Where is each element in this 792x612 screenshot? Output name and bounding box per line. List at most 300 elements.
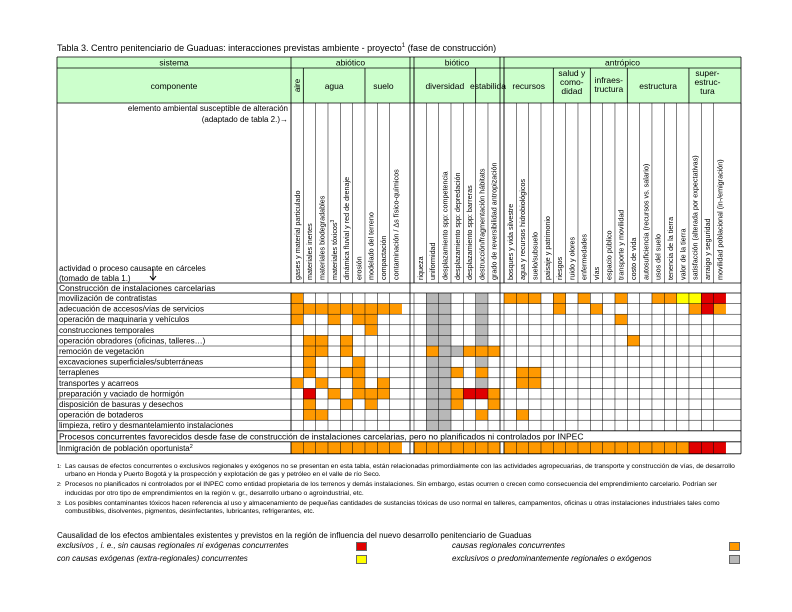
sistema-header: sistema — [159, 57, 189, 68]
column-label: desplazamiento spp: depredación — [452, 172, 462, 280]
matrix-cell — [291, 399, 303, 410]
column-label: movilidad poblacional (in-/emigración) — [715, 159, 725, 280]
footnote-text: Procesos no planificados ni controlados por el INPEC como entidad propietaria de los terrenos y demás instalaciones. Sin embargo, estas ocurren o crecen como consecuencia del emprendimiento carcelario. Podrían ser inducidas por otro tipo de emprendimientos en la región v. gr., desarrollo urbano o agroindustrial, etc. — [65, 481, 718, 497]
matrix-cell — [640, 346, 652, 357]
matrix-cell — [627, 378, 639, 389]
matrix-cell — [664, 335, 676, 346]
footnote-mark: 1: — [57, 464, 62, 470]
matrix-cell — [714, 388, 726, 399]
matrix-cell — [553, 399, 565, 410]
matrix-cell — [303, 314, 315, 325]
matrix-cell — [414, 335, 426, 346]
matrix-cell — [340, 367, 352, 378]
legend-red-swatch — [356, 542, 367, 551]
matrix-cell — [377, 378, 389, 389]
matrix-cell — [488, 314, 500, 325]
matrix-cell — [553, 388, 565, 399]
matrix-cell — [566, 346, 578, 357]
matrix-cell — [677, 388, 689, 399]
matrix-cell — [365, 442, 377, 454]
matrix-cell — [365, 410, 377, 421]
matrix-cell — [590, 399, 602, 410]
matrix-cell — [590, 388, 602, 399]
matrix-cell — [578, 293, 590, 304]
matrix-cell — [365, 293, 377, 304]
footnote — [57, 463, 747, 479]
matrix-cell — [439, 335, 451, 346]
column-label: gases y material particulado — [292, 190, 302, 280]
matrix-cell — [377, 293, 389, 304]
activity-label: disposición de basuras y desechos — [59, 400, 184, 409]
matrix-cell — [677, 325, 689, 336]
matrix-cell — [390, 410, 402, 421]
matrix-cell — [664, 325, 676, 336]
matrix-cell — [439, 346, 451, 357]
matrix-cell — [627, 442, 639, 454]
matrix-cell — [677, 346, 689, 357]
matrix-cell — [541, 346, 553, 357]
matrix-cell — [603, 442, 615, 454]
matrix-cell — [689, 420, 701, 431]
matrix-cell — [578, 314, 590, 325]
matrix-cell — [426, 420, 438, 431]
matrix-cell — [340, 388, 352, 399]
matrix-cell — [463, 367, 475, 378]
matrix-cell — [652, 325, 664, 336]
matrix-cell — [303, 304, 315, 315]
matrix-cell — [689, 346, 701, 357]
matrix-cell — [689, 410, 701, 421]
matrix-cell — [627, 357, 639, 368]
matrix-cell — [463, 442, 475, 454]
matrix-cell — [664, 442, 676, 454]
matrix-cell — [652, 410, 664, 421]
matrix-cell — [377, 357, 389, 368]
matrix-cell — [529, 442, 541, 454]
matrix-cell — [714, 399, 726, 410]
column-label: transporte y movilidad — [616, 209, 626, 280]
column-label: enfermedades — [579, 234, 589, 280]
matrix-cell — [291, 304, 303, 315]
matrix-cell — [516, 314, 528, 325]
matrix-cell — [340, 399, 352, 410]
matrix-cell — [463, 304, 475, 315]
activity-label: movilización de contratistas — [59, 294, 157, 303]
matrix-cell — [291, 325, 303, 336]
matrix-cell — [541, 304, 553, 315]
matrix-cell — [701, 399, 713, 410]
matrix-cell — [476, 410, 488, 421]
matrix-cell — [677, 293, 689, 304]
column-label: materiales biodegradables — [317, 195, 327, 280]
matrix-cell — [414, 399, 426, 410]
matrix-cell — [640, 420, 652, 431]
matrix-cell — [488, 420, 500, 431]
matrix-cell — [566, 293, 578, 304]
matrix-cell — [529, 410, 541, 421]
matrix-cell — [414, 420, 426, 431]
matrix-cell — [353, 325, 365, 336]
matrix-cell — [603, 346, 615, 357]
matrix-cell — [377, 335, 389, 346]
matrix-cell — [677, 367, 689, 378]
matrix-cell — [615, 346, 627, 357]
matrix-cell — [340, 357, 352, 368]
matrix-cell — [701, 293, 713, 304]
actividad-ref: (tomado de tabla 1.) — [59, 274, 131, 283]
matrix-cell — [353, 335, 365, 346]
matrix-cell — [316, 442, 328, 454]
matrix-cell — [627, 293, 639, 304]
matrix-cell — [353, 420, 365, 431]
matrix-cell — [504, 304, 516, 315]
matrix-cell — [451, 420, 463, 431]
matrix-cell — [516, 399, 528, 410]
matrix-cell — [566, 399, 578, 410]
matrix-cell — [353, 399, 365, 410]
matrix-cell — [353, 442, 365, 454]
matrix-cell — [516, 325, 528, 336]
matrix-cell — [488, 304, 500, 315]
matrix-cell — [615, 442, 627, 454]
matrix-cell — [316, 378, 328, 389]
matrix-cell — [578, 357, 590, 368]
matrix-cell — [377, 304, 389, 315]
matrix-cell — [303, 410, 315, 421]
biotico-header: biótico — [444, 57, 470, 68]
matrix-cell — [328, 399, 340, 410]
matrix-cell — [488, 399, 500, 410]
matrix-cell — [615, 388, 627, 399]
matrix-cell — [689, 314, 701, 325]
matrix-cell — [677, 442, 689, 454]
matrix-cell — [291, 388, 303, 399]
matrix-cell — [627, 399, 639, 410]
matrix-cell — [390, 325, 402, 336]
componente-header: componente — [150, 81, 198, 91]
matrix-cell — [640, 335, 652, 346]
column-label: usos del suelo — [653, 234, 663, 280]
matrix-cell — [316, 357, 328, 368]
matrix-cell — [701, 314, 713, 325]
matrix-cell — [664, 410, 676, 421]
matrix-cell — [677, 357, 689, 368]
matrix-cell — [328, 378, 340, 389]
matrix-cell — [504, 442, 516, 454]
matrix-cell — [541, 399, 553, 410]
title-text: Tabla 3. Centro penitenciario de Guaduas: interacciones previstas ambiente - proyecto — [57, 43, 402, 53]
matrix-cell — [316, 367, 328, 378]
matrix-cell — [353, 367, 365, 378]
matrix-cell — [677, 399, 689, 410]
infraestructura-header: infraes- — [594, 75, 623, 85]
matrix-cell — [541, 378, 553, 389]
matrix-cell — [640, 442, 652, 454]
estabilidad-header: estabilida — [470, 81, 506, 91]
matrix-cell — [426, 357, 438, 368]
matrix-cell — [714, 346, 726, 357]
column-label: tenencia de la tierra — [666, 216, 676, 280]
legend-gray-label: exclusivos o predominantemente regionales o exógenos — [452, 554, 652, 563]
matrix-cell — [640, 388, 652, 399]
matrix-cell — [664, 367, 676, 378]
matrix-cell — [640, 399, 652, 410]
matrix-cell — [529, 293, 541, 304]
matrix-cell — [439, 304, 451, 315]
matrix-cell — [603, 293, 615, 304]
matrix-cell — [353, 388, 365, 399]
activity-inmigracion: Inmigración de población oportunista$^2$ — [59, 443, 193, 453]
matrix-cell — [377, 314, 389, 325]
matrix-cell — [303, 388, 315, 399]
matrix-cell — [553, 335, 565, 346]
matrix-cell — [714, 420, 726, 431]
matrix-cell — [677, 335, 689, 346]
matrix-cell — [566, 325, 578, 336]
matrix-cell — [340, 442, 352, 454]
matrix-cell — [640, 325, 652, 336]
matrix-cell — [689, 325, 701, 336]
actividad-label: actividad o proceso causante en cárceles — [59, 264, 206, 273]
matrix-cell — [353, 304, 365, 315]
matrix-cell — [291, 420, 303, 431]
matrix-cell — [603, 399, 615, 410]
matrix-cell — [316, 335, 328, 346]
matrix-cell — [640, 378, 652, 389]
matrix-cell — [640, 314, 652, 325]
matrix-cell — [365, 304, 377, 315]
matrix-cell — [504, 410, 516, 421]
matrix-cell — [463, 378, 475, 389]
section-construccion: Construcción de instalaciones carcelarias — [59, 283, 216, 293]
matrix-cell — [291, 378, 303, 389]
matrix-cell — [316, 304, 328, 315]
matrix-cell — [328, 388, 340, 399]
matrix-cell — [476, 378, 488, 389]
matrix-cell — [615, 399, 627, 410]
matrix-cell — [627, 314, 639, 325]
matrix-cell — [615, 325, 627, 336]
matrix-cell — [529, 325, 541, 336]
matrix-cell — [689, 357, 701, 368]
matrix-cell — [439, 325, 451, 336]
matrix-cell — [553, 314, 565, 325]
matrix-cell — [652, 367, 664, 378]
matrix-cell — [463, 335, 475, 346]
matrix-cell — [476, 420, 488, 431]
matrix-cell — [603, 410, 615, 421]
matrix-cell — [553, 442, 565, 454]
recursos-header: recursos — [512, 81, 545, 91]
matrix-cell — [303, 335, 315, 346]
matrix-cell — [377, 346, 389, 357]
matrix-cell — [426, 335, 438, 346]
matrix-cell — [353, 378, 365, 389]
estructura-header: estructura — [639, 81, 678, 91]
matrix-cell — [340, 314, 352, 325]
column-label: desplazamiento spp: competencia — [440, 171, 450, 280]
matrix-cell — [303, 346, 315, 357]
matrix-cell — [566, 335, 578, 346]
matrix-cell — [640, 304, 652, 315]
matrix-cell — [516, 420, 528, 431]
matrix-cell — [701, 378, 713, 389]
matrix-cell — [414, 314, 426, 325]
column-label: suelo/subsuelo — [530, 232, 540, 280]
matrix-cell — [488, 357, 500, 368]
matrix-cell — [664, 399, 676, 410]
matrix-cell — [303, 367, 315, 378]
matrix-cell — [340, 378, 352, 389]
matrix-cell — [615, 357, 627, 368]
matrix-cell — [664, 357, 676, 368]
matrix-cell — [590, 420, 602, 431]
matrix-cell — [488, 442, 500, 454]
matrix-cell — [390, 367, 402, 378]
matrix-cell — [504, 314, 516, 325]
matrix-cell — [365, 399, 377, 410]
matrix-cell — [463, 346, 475, 357]
matrix-cell — [603, 325, 615, 336]
matrix-cell — [504, 346, 516, 357]
matrix-cell — [488, 378, 500, 389]
matrix-cell — [488, 335, 500, 346]
matrix-cell — [439, 399, 451, 410]
matrix-cell — [590, 314, 602, 325]
matrix-cell — [353, 357, 365, 368]
matrix-cell — [488, 410, 500, 421]
matrix-cell — [541, 293, 553, 304]
matrix-cell — [652, 335, 664, 346]
legend — [57, 531, 747, 566]
matrix-cell — [541, 388, 553, 399]
matrix-cell — [566, 314, 578, 325]
matrix-cell — [328, 304, 340, 315]
matrix-cell — [603, 367, 615, 378]
matrix-cell — [414, 410, 426, 421]
matrix-cell — [390, 293, 402, 304]
matrix-cell — [627, 346, 639, 357]
matrix-cell — [566, 357, 578, 368]
column-label: autosuficiencia (recursos vs. salario) — [641, 163, 651, 280]
matrix-cell — [291, 367, 303, 378]
matrix-cell — [451, 346, 463, 357]
matrix-cell — [714, 304, 726, 315]
matrix-cell — [615, 314, 627, 325]
matrix-cell — [714, 410, 726, 421]
matrix-cell — [652, 420, 664, 431]
matrix-cell — [627, 410, 639, 421]
activity-label: excavaciones superficiales/subterráneas — [59, 357, 204, 367]
matrix-cell — [340, 420, 352, 431]
matrix-cell — [652, 304, 664, 315]
matrix-cell — [529, 367, 541, 378]
matrix-cell — [390, 388, 402, 399]
matrix-cell — [476, 388, 488, 399]
matrix-cell — [640, 367, 652, 378]
title-suffix: (fase de construcción) — [407, 43, 497, 53]
matrix-cell — [291, 442, 303, 454]
column-label: paisaje y patrimonio — [542, 216, 552, 280]
title-sup: 1 — [401, 43, 406, 49]
legend-orange-swatch — [729, 542, 740, 551]
matrix-cell — [463, 399, 475, 410]
matrix-cell — [652, 399, 664, 410]
matrix-cell — [553, 346, 565, 357]
matrix-cell — [451, 410, 463, 421]
matrix-cell — [516, 304, 528, 315]
column-label: contaminación / Δs físico-químicos — [391, 169, 401, 280]
matrix-cell — [516, 346, 528, 357]
matrix-cell — [291, 346, 303, 357]
legend-yellow-label: con causas exógenas (extra-regionales) concurrentes — [57, 554, 248, 563]
matrix-cell — [439, 293, 451, 304]
matrix-cell — [714, 442, 726, 454]
matrix-cell — [426, 442, 438, 454]
matrix-cell — [414, 304, 426, 315]
matrix-cell — [463, 357, 475, 368]
matrix-cell — [328, 346, 340, 357]
matrix-cell — [328, 314, 340, 325]
matrix-cell — [578, 410, 590, 421]
matrix-cell — [291, 410, 303, 421]
matrix-cell — [701, 388, 713, 399]
matrix-cell — [303, 399, 315, 410]
matrix-cell — [476, 304, 488, 315]
matrix-cell — [578, 442, 590, 454]
matrix-cell — [689, 378, 701, 389]
matrix-cell — [627, 367, 639, 378]
matrix-cell — [390, 357, 402, 368]
matrix-cell — [414, 346, 426, 357]
legend-gray-swatch — [729, 555, 740, 564]
abiotico-header: abiótico — [335, 57, 366, 68]
matrix-cell — [390, 304, 402, 315]
matrix-cell — [504, 388, 516, 399]
matrix-cell — [714, 325, 726, 336]
matrix-cell — [439, 388, 451, 399]
matrix-cell — [615, 335, 627, 346]
matrix-cell — [714, 335, 726, 346]
matrix-cell — [590, 335, 602, 346]
superestructura-header: tura — [700, 86, 715, 96]
activity-label: remoción de vegetación — [59, 347, 144, 356]
matrix-cell — [714, 293, 726, 304]
matrix-cell — [590, 325, 602, 336]
matrix-cell — [451, 399, 463, 410]
matrix-cell — [516, 442, 528, 454]
matrix-cell — [451, 314, 463, 325]
salud-header: salud y — [558, 68, 586, 78]
matrix-cell — [553, 378, 565, 389]
matrix-cell — [529, 314, 541, 325]
column-label: satisfacción (alterada por expectativas) — [690, 155, 700, 280]
matrix-cell — [652, 388, 664, 399]
matrix-cell — [504, 293, 516, 304]
matrix-cell — [689, 335, 701, 346]
matrix-cell — [701, 367, 713, 378]
matrix-cell — [340, 335, 352, 346]
column-label: riesgos — [555, 256, 565, 280]
matrix-cell — [377, 399, 389, 410]
matrix-cell — [714, 314, 726, 325]
column-label: dinámica fluvial y red de drenaje — [342, 176, 352, 280]
superestructura-header: estruc- — [694, 77, 721, 87]
matrix-cell — [590, 442, 602, 454]
matrix-cell — [451, 293, 463, 304]
matrix-cell — [353, 314, 365, 325]
matrix-cell — [476, 367, 488, 378]
